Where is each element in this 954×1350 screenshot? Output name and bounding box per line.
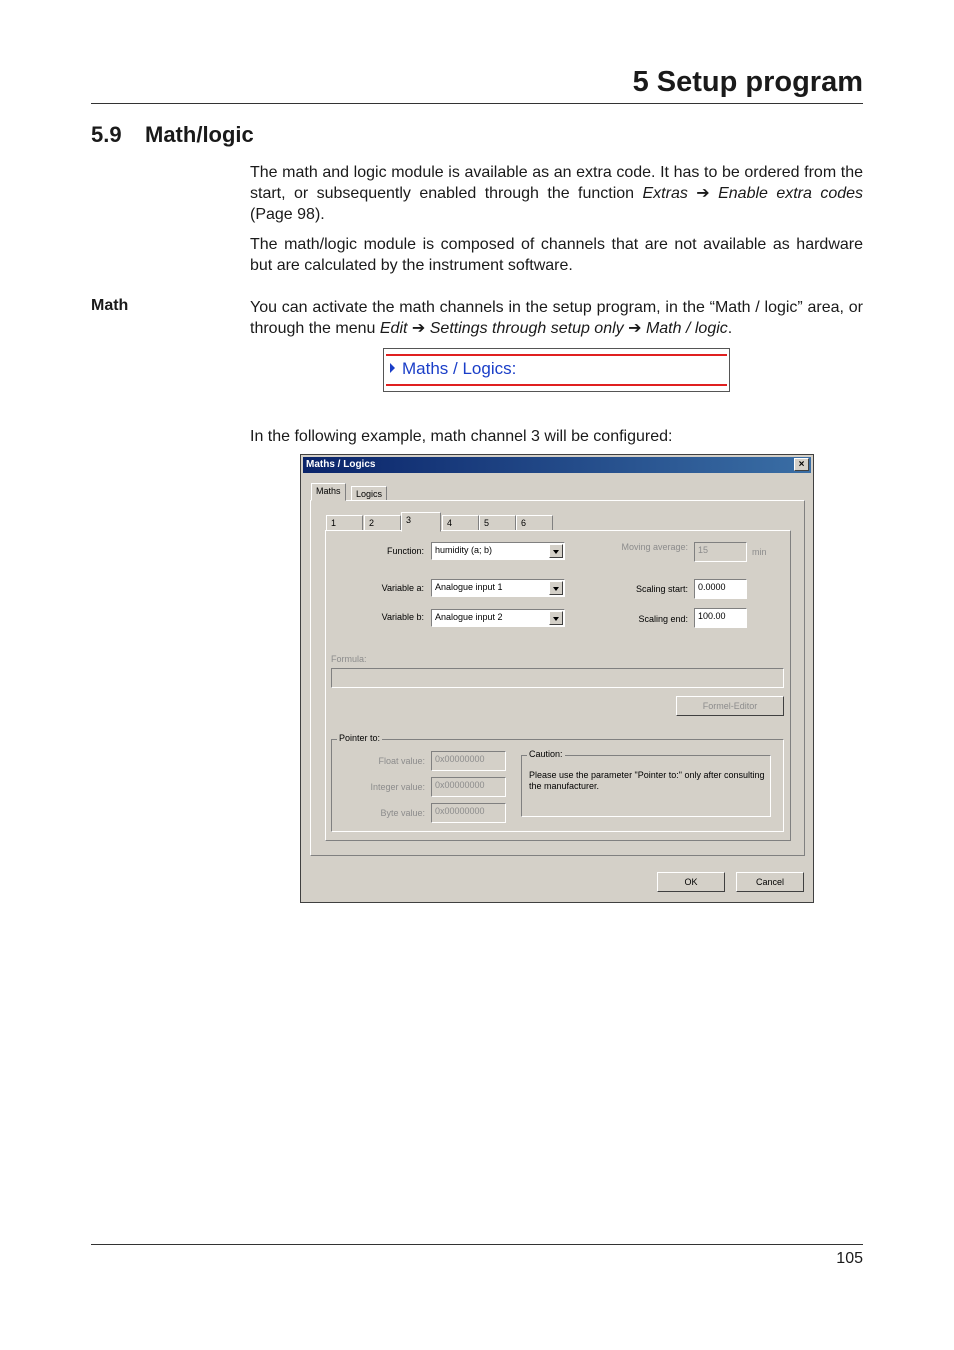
function-value: humidity (a; b) [435, 545, 493, 555]
maths-logics-bar[interactable] [383, 348, 730, 392]
tab-channel-4[interactable]: 4 [442, 515, 479, 531]
scaling-start-field[interactable]: 0.0000 [694, 579, 747, 599]
pointer-to-group [331, 733, 784, 832]
intro-paragraph-2: The math/logic module is composed of channels that are not available as hardware but are calculated by the instrument software. [250, 236, 863, 274]
variable-a-label: Variable a: [381, 583, 424, 593]
chevron-down-icon[interactable] [549, 544, 563, 558]
tab-channel-5[interactable]: 5 [479, 515, 516, 531]
variable-b-value: Analogue input 2 [435, 612, 503, 622]
function-select[interactable] [431, 542, 565, 560]
scaling-end-field[interactable]: 100.00 [694, 608, 747, 628]
maths-logics-bar-label: Maths / Logics: [402, 359, 517, 378]
variable-b-select[interactable] [431, 609, 565, 627]
example-text: In the following example, math channel 3 will be configured: [250, 428, 673, 445]
float-value-label: Float value: [378, 756, 425, 766]
maths-logics-bar-frame [386, 354, 727, 386]
formel-editor-button[interactable]: Formel-Editor [676, 696, 784, 716]
caution-text: Please use the parameter "Pointer to:" only after consulting the manufacturer. [529, 770, 765, 791]
dialog-titlebar [303, 457, 811, 473]
period: . [727, 320, 733, 337]
maths-tab-panel [310, 500, 805, 856]
math-paragraph [250, 297, 863, 339]
integer-value-field[interactable]: 0x00000000 [431, 777, 506, 797]
caution-group [521, 749, 771, 817]
intro-text: The math and logic module is available as an extra code. It has to be ordered from the start, or subsequently enabled through the function [250, 164, 863, 202]
footer-rule [91, 1244, 863, 1245]
moving-average-unit: min [752, 547, 767, 557]
arrow: ➔ [623, 320, 646, 337]
scaling-end-label: Scaling end: [638, 614, 688, 624]
close-icon[interactable]: × [794, 458, 809, 471]
moving-average-field[interactable]: 15 [694, 542, 747, 562]
menu-settings-setup-only: Settings through setup only [429, 320, 624, 337]
chevron-down-icon[interactable] [549, 611, 563, 625]
dialog-title: Maths / Logics [306, 459, 376, 470]
maths-logics-dialog [300, 454, 814, 903]
menu-enable-extra-codes: Enable extra codes [718, 185, 864, 202]
float-value-field[interactable]: 0x00000000 [431, 751, 506, 771]
math-text: You can activate the math channels in the setup program, in the “Math / logic” area, or through the menu [250, 299, 863, 337]
cancel-button[interactable]: Cancel [736, 872, 804, 892]
arrow: ➔ [407, 320, 430, 337]
moving-average-label: Moving average: [621, 542, 688, 552]
function-label: Function: [386, 546, 424, 556]
arrow: ➔ [687, 185, 719, 202]
chevron-down-icon[interactable] [549, 581, 563, 595]
menu-extras: Extras [642, 185, 688, 202]
variable-b-label: Variable b: [381, 612, 424, 622]
channel-panel [325, 530, 791, 841]
variable-a-select[interactable] [431, 579, 565, 597]
formula-field[interactable] [331, 668, 784, 688]
byte-value-label: Byte value: [380, 808, 425, 818]
tab-channel-2[interactable]: 2 [364, 515, 401, 531]
section-number: 5.9 [91, 122, 122, 147]
side-label-math: Math [91, 297, 129, 314]
tab-channel-1[interactable]: 1 [326, 515, 363, 531]
caution-caption: Caution: [529, 749, 563, 759]
page-reference: (Page 98). [250, 206, 325, 223]
tab-logics[interactable]: Logics [351, 486, 387, 501]
pointer-to-caption: Pointer to: [339, 733, 381, 743]
integer-value-label: Integer value: [370, 782, 425, 792]
byte-value-field[interactable]: 0x00000000 [431, 803, 506, 823]
header-rule [91, 103, 863, 104]
intro-paragraph-1 [250, 162, 863, 225]
menu-edit: Edit [379, 320, 408, 337]
ok-button[interactable]: OK [657, 872, 725, 892]
scaling-start-label: Scaling start: [635, 584, 688, 594]
section-heading [91, 122, 254, 148]
tab-maths[interactable]: Maths [311, 483, 346, 501]
chapter-title: 5 Setup program [632, 66, 863, 98]
menu-math-logic: Math / logic [645, 320, 728, 337]
section-title: Math/logic [145, 122, 254, 147]
page-number: 105 [836, 1250, 863, 1267]
formula-label: Formula: [331, 654, 367, 664]
variable-a-value: Analogue input 1 [435, 582, 503, 592]
tab-channel-6[interactable]: 6 [516, 515, 553, 531]
tab-channel-3[interactable]: 3 [401, 512, 441, 532]
expand-arrow-icon [390, 363, 395, 373]
